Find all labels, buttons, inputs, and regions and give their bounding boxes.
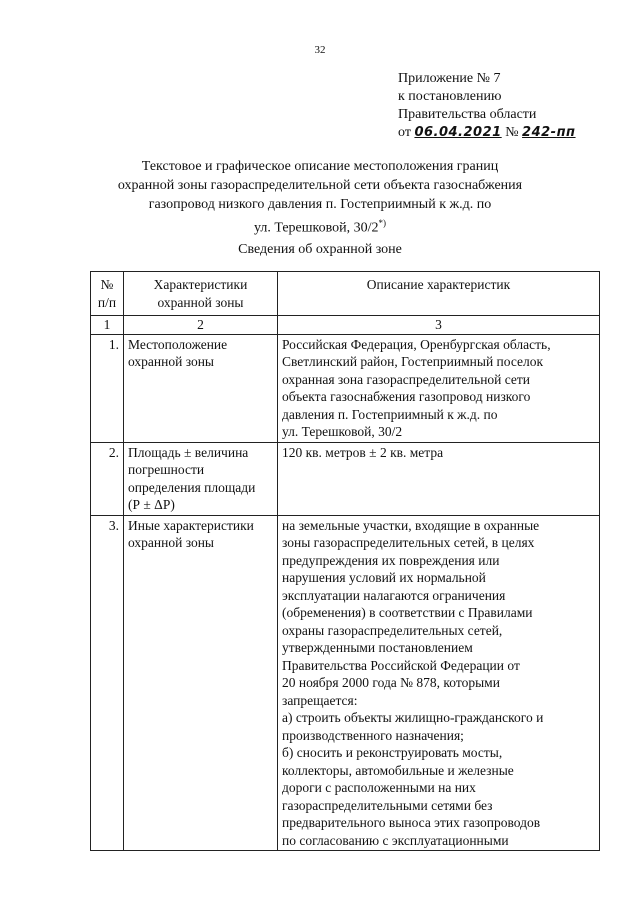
page-number: 32: [314, 44, 326, 56]
row-number: 1.: [91, 334, 124, 442]
column-number-row: [91, 316, 600, 335]
footnote-mark: *): [378, 218, 387, 228]
row-number: 3.: [91, 515, 124, 851]
appendix-date-line: [398, 124, 578, 142]
row-characteristic: Площадь ± величина погрешности определения площади (Р ± ΔР): [124, 442, 278, 515]
row-description: 120 кв. метров ± 2 кв. метра: [278, 442, 600, 515]
zone-table: [90, 271, 600, 851]
from-label: от: [398, 125, 411, 140]
section-subtitle: Сведения об охранной зоне: [238, 242, 402, 257]
number-label: №: [505, 125, 519, 140]
column-number-3: 3: [278, 316, 600, 335]
row-description: Российская Федерация, Оренбургская область, Светлинский район, Гостеприимный поселок охранная зона газораспределительной сети объекта газоснабжения газопровод низкого давления п. Гостеприимный к ж.д. по ул. Терешковой, 30/2: [278, 334, 600, 442]
document-title: [60, 157, 580, 238]
row-description: на земельные участки, входящие в охранные зоны газораспределительных сетей, в целях предупреждения их повреждения или нарушения условий их нормальной эксплуатации налагаются ограничения (обременения) в соответствии с Правилами охраны газораспределительных сетей, утвержденными постановлением Правительства Российской Федерации от 20 ноября 2000 года № 878, которыми запрещается: а) строить объекты жилищно-гражданского и производственного назначения; б) сносить и реконструировать мосты, коллекторы, автомобильные и железные дороги с расположенными на них газораспределительными сетями без предварительного выноса этих газопроводов по согласованию с эксплуатационными: [278, 515, 600, 851]
table-row: [91, 515, 600, 851]
appendix-line-3: Правительства области: [398, 107, 537, 122]
header-number: № п/п: [91, 272, 124, 316]
handwritten-number: 242-пп: [522, 125, 576, 140]
appendix-line-2: к постановлению: [398, 89, 502, 104]
header-characteristic: Характеристики охранной зоны: [124, 272, 278, 316]
header-description: Описание характеристик: [278, 272, 600, 316]
table-header-row: [91, 272, 600, 316]
row-number: 2.: [91, 442, 124, 515]
table-row: [91, 334, 600, 442]
appendix-line-1: Приложение № 7: [398, 71, 501, 86]
row-characteristic: Местоположение охранной зоны: [124, 334, 278, 442]
row-characteristic: Иные характеристики охранной зоны: [124, 515, 278, 851]
column-number-1: 1: [91, 316, 124, 335]
table-row: [91, 442, 600, 515]
handwritten-date: 06.04.2021: [414, 125, 502, 140]
column-number-2: 2: [124, 316, 278, 335]
title-text: Текстовое и графическое описание местоположения границ охранной зоны газораспределительной сети объекта газоснабжения газопровод низкого давления п. Гостеприимный к ж.д. по ул. Терешковой, 30/2: [117, 159, 523, 236]
appendix-block: [398, 70, 578, 142]
